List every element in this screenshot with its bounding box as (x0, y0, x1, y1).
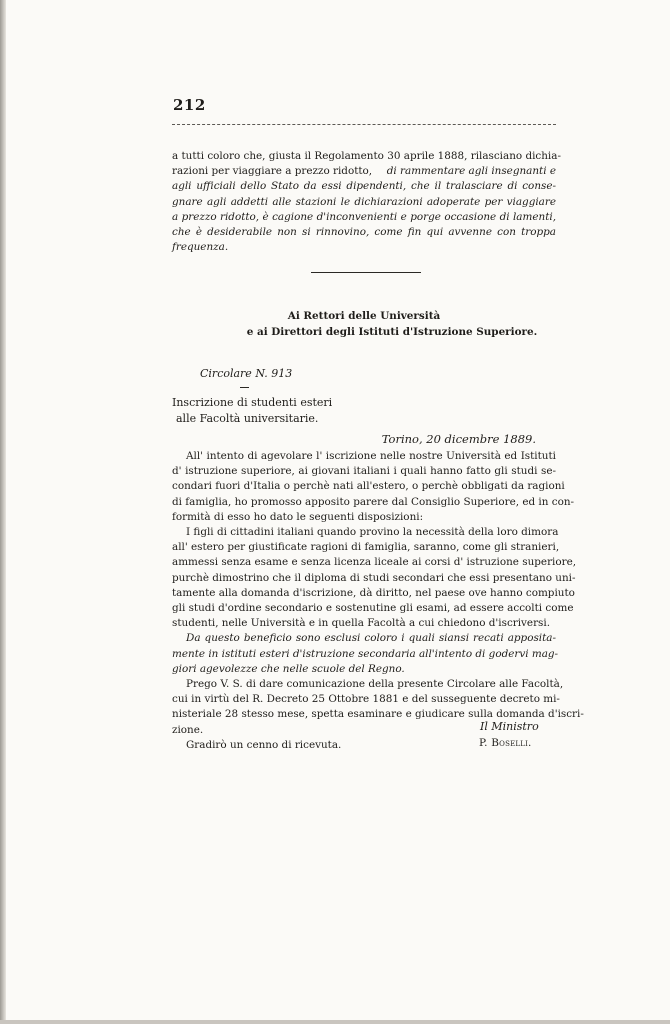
text-line: nisteriale 28 stesso mese, spetta esaminare e giudicare sulla domanda d'iscri- (172, 708, 584, 721)
circular-title: Circolare N. 913 (200, 367, 293, 380)
page-number: 212 (173, 96, 206, 114)
body-text (172, 449, 584, 753)
text-line: Gradirò un cenno di ricevuta. (186, 738, 342, 751)
text-line: gnare agli addetti alle stazioni le dichiarazioni adoperate per viaggiare (172, 195, 556, 208)
subject-line: Inscrizione di studenti esteri (172, 396, 333, 409)
page-binding-edge (0, 0, 6, 1024)
text-line: di famiglia, ho promosso apposito parere dal Consiglio Superiore, ed in con- (172, 495, 575, 508)
page-bottom-edge (0, 1020, 670, 1024)
header-rule (172, 124, 556, 125)
text-line: purchè dimostrino che il diploma di studi secondari che essi presentano uni- (172, 571, 576, 584)
addressee-line-1: Ai Rettori delle Università (287, 310, 441, 322)
top-paragraph (172, 149, 561, 255)
text-line: Prego V. S. di dare comunicazione della presente Circolare alle Facoltà, (186, 678, 564, 691)
section-separator (311, 272, 421, 273)
text-line (172, 164, 556, 179)
text-line: gli studi d'ordine secondario e sostenutine gli esami, ad essere accolti come (172, 602, 574, 615)
text-line: condari fuori d'Italia o perchè nati all'estero, o perchè obbligati da ragioni (172, 480, 565, 493)
text-line: formità di esso ho dato le seguenti disposizioni: (172, 510, 424, 523)
text-line: tamente alla domanda d'iscrizione, dà diritto, nel paese ove hanno compiuto (172, 586, 575, 599)
text-line: d' istruzione superiore, ai giovani italiani i quali hanno fatto gli studi se- (172, 465, 556, 478)
text-line: mente in istituti esteri d'istruzione secondaria all'intento di godervi mag- (172, 647, 559, 660)
text-line: giori agevolezze che nelle scuole del Regno. (172, 662, 405, 675)
text-span: razioni per viaggiare a prezzo ridotto, (172, 165, 373, 178)
text-span-italic: di rammentare agli insegnanti e (386, 165, 556, 178)
title-dash (240, 387, 249, 388)
text-line: che è desiderabile non si rinnovino, come fin qui avvenne con troppa (172, 226, 556, 239)
text-line: cui in virtù del R. Decreto 25 Ottobre 1881 e del susseguente decreto mi- (172, 693, 560, 706)
circular-subject (172, 395, 332, 426)
text-line: all' estero per giustificate ragioni di famiglia, saranno, come gli stranieri, (172, 541, 560, 554)
text-line: agli ufficiali dello Stato da essi dipendenti, che il tralasciare di conse- (172, 180, 556, 193)
text-line: frequenza. (172, 241, 229, 254)
place-date: Torino, 20 dicembre 1889. (381, 432, 536, 446)
signature-name: P. Boselli. (479, 737, 532, 749)
text-line: a prezzo ridotto, è cagione d'inconvenienti e porge occasione di lamenti, (172, 210, 556, 223)
text-line: studenti, nelle Università e in quella Facoltà a cui chiedono d'iscriversi. (172, 617, 550, 630)
text-line: ammessi senza esame e senza licenza liceale ai corsi d' istruzione superiore, (172, 556, 577, 569)
text-line: zione. (172, 723, 204, 736)
text-line: All' intento di agevolare l' iscrizione nelle nostre Università ed Istituti (186, 450, 556, 462)
text-line: a tutti coloro che, giusta il Regolamento 30 aprile 1888, rilasciano dichia- (172, 150, 561, 162)
subject-line: alle Facoltà universitarie. (176, 411, 319, 425)
addressee-line-2: e ai Direttori degli Istituti d'Istruzione Superiore. (246, 326, 538, 338)
text-line: Da questo beneficio sono esclusi coloro i quali siansi recati apposita- (186, 632, 556, 645)
text-line: I figli di cittadini italiani quando provino la necessità della loro dimora (186, 526, 559, 539)
signature-role: Il Ministro (480, 720, 539, 733)
